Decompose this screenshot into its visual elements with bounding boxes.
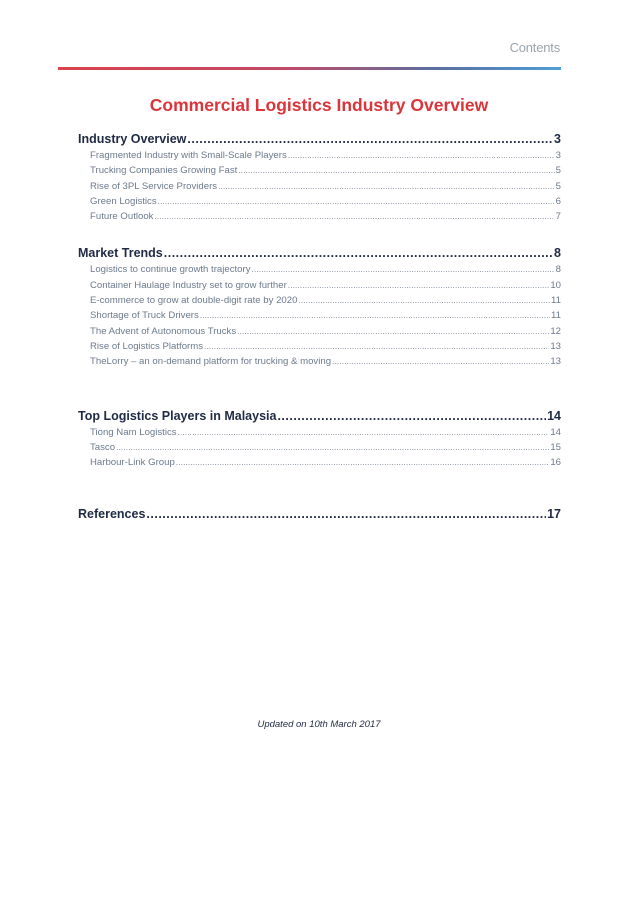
document-title: Commercial Logistics Industry Overview	[149, 95, 489, 115]
toc-entry[interactable]	[78, 407, 561, 425]
dot-leader	[154, 209, 554, 224]
dot-leader	[237, 324, 549, 339]
toc-subentry[interactable]	[78, 425, 561, 440]
dot-leader	[288, 278, 550, 293]
toc-entry-page: 14	[547, 408, 561, 423]
toc-subentry-title: TheLorry – an on-demand platform for trucking & moving	[90, 356, 332, 368]
dot-leader	[187, 130, 553, 148]
toc-subentry-title: Logistics to continue growth trajectory	[90, 264, 251, 276]
toc-subentry-page: 16	[550, 457, 561, 469]
toc-subentry-page: 13	[550, 356, 561, 368]
toc-subentry-title: The Advent of Autonomous Trucks	[90, 325, 237, 337]
dot-leader	[298, 293, 550, 308]
toc-subentry-page: 15	[550, 441, 561, 453]
toc-subentry-page: 3	[555, 150, 561, 161]
toc-subentry-title: Green Logistics	[90, 195, 157, 207]
toc-entry[interactable]	[78, 505, 561, 523]
dot-leader	[178, 425, 550, 440]
toc-subentry-title: Container Haulage Industry set to grow further	[90, 279, 287, 291]
toc-entry-title: Market Trends	[78, 246, 163, 261]
toc-subentry[interactable]	[78, 293, 561, 308]
toc-subentry-page: 11	[551, 295, 561, 307]
toc-subentry[interactable]	[78, 308, 561, 323]
toc-subentry-page: 7	[555, 211, 561, 223]
toc-subentry-page: 12	[550, 325, 561, 337]
toc-section-top-logistics-players	[78, 407, 561, 471]
toc-subentry-title: Shortage of Truck Drivers	[90, 310, 199, 322]
toc-subentry-title: Harbour-Link Group	[90, 457, 175, 469]
toc-subentry[interactable]	[78, 354, 561, 369]
dot-leader	[116, 440, 549, 455]
dot-leader	[288, 148, 555, 163]
toc-subentry[interactable]	[78, 324, 561, 339]
toc-subentry[interactable]	[78, 179, 561, 194]
toc-entry-page: 17	[547, 507, 561, 522]
toc-subentry-page: 8	[555, 264, 561, 276]
dot-leader	[158, 194, 555, 209]
toc-subentry[interactable]	[78, 455, 561, 470]
toc-entry-title: References	[78, 507, 146, 522]
dot-leader	[146, 505, 546, 523]
dot-leader	[204, 339, 549, 354]
dot-leader	[252, 262, 555, 277]
toc-subentry[interactable]	[78, 278, 561, 293]
toc-section-industry-overview	[78, 130, 561, 224]
table-of-contents	[78, 130, 561, 523]
toc-subentry[interactable]	[78, 262, 561, 277]
updated-date-note: Updated on 10th March 2017	[257, 719, 381, 730]
toc-subentry-page: 10	[550, 279, 561, 291]
dot-leader	[218, 179, 555, 194]
dot-leader	[176, 455, 550, 470]
toc-subentry-page: 13	[550, 340, 561, 352]
toc-entry[interactable]	[78, 244, 561, 262]
toc-subentry-title: Future Outlook	[90, 211, 154, 223]
toc-section-market-trends	[78, 244, 561, 369]
dot-leader	[277, 407, 546, 425]
toc-subentry-page: 5	[555, 180, 561, 192]
toc-subentry-title: Rise of 3PL Service Providers	[90, 180, 218, 192]
toc-subentry-title: Trucking Companies Growing Fast	[90, 165, 238, 177]
toc-subentry-title: E-commerce to grow at double-digit rate by 2020	[90, 295, 298, 307]
toc-section-references	[78, 505, 561, 523]
toc-subentry-title: Tiong Nam Logistics	[90, 426, 177, 438]
header-divider	[58, 67, 561, 70]
toc-subentry-page: 6	[555, 195, 561, 207]
dot-leader	[332, 354, 549, 369]
toc-subentry-page: 11	[551, 310, 561, 322]
toc-subentry[interactable]	[78, 339, 561, 354]
dot-leader	[200, 308, 550, 323]
dot-leader	[164, 244, 553, 262]
toc-entry-page: 8	[554, 246, 561, 261]
toc-entry-title: Top Logistics Players in Malaysia	[78, 408, 277, 423]
dot-leader	[238, 163, 554, 178]
toc-subentry-page: 14	[550, 426, 561, 438]
toc-subentry-title: Rise of Logistics Platforms	[90, 340, 204, 352]
toc-subentry[interactable]	[78, 209, 561, 224]
toc-subentry[interactable]	[78, 163, 561, 178]
toc-subentry-title: Fragmented Industry with Small-Scale Players	[90, 150, 287, 161]
toc-subentry[interactable]	[78, 440, 561, 455]
toc-subentry-page: 5	[555, 165, 561, 177]
toc-subentry[interactable]	[78, 148, 561, 163]
toc-subentry[interactable]	[78, 194, 561, 209]
toc-subentry-title: Tasco	[90, 441, 116, 453]
toc-entry-page: 3	[554, 132, 561, 146]
header-label: Contents	[509, 40, 560, 55]
toc-entry-title: Industry Overview	[78, 132, 187, 146]
toc-entry[interactable]	[78, 130, 561, 148]
